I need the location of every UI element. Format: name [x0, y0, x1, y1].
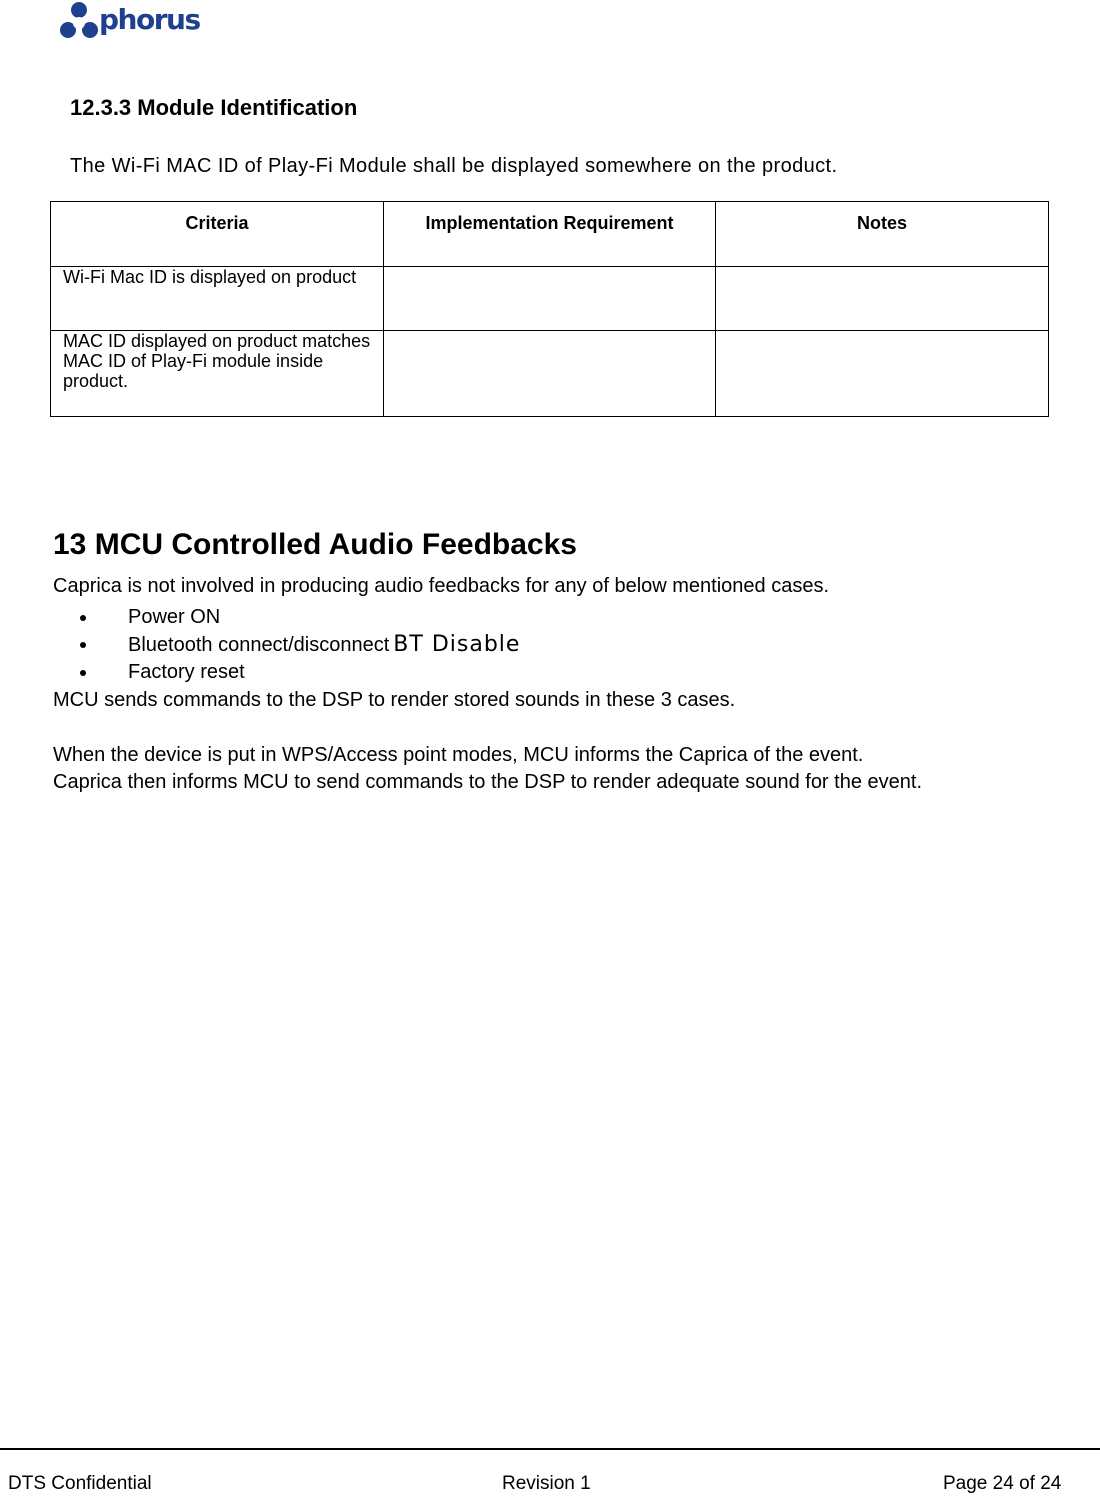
- criteria-table: [50, 201, 1049, 417]
- table-row: [51, 267, 1049, 331]
- implementation-cell: [384, 331, 716, 417]
- audio-feedback-intro: Caprica is not involved in producing audio feedbacks for any of below mentioned cases.: [53, 575, 830, 597]
- list-item: Factory reset: [80, 659, 520, 686]
- wps-note-line-2: Caprica then informs MCU to send commands to the DSP to render adequate sound for the event.: [53, 771, 922, 793]
- implementation-cell: [384, 267, 716, 331]
- logo-wordmark: phorus: [99, 3, 200, 36]
- section-heading-12-3-3: 12.3.3 Module Identification: [70, 95, 358, 120]
- column-header-criteria: Criteria: [51, 202, 384, 267]
- table-header-row: [51, 202, 1049, 267]
- column-header-notes: Notes: [716, 202, 1049, 267]
- footer-divider: [0, 1448, 1100, 1450]
- table-row: [51, 331, 1049, 417]
- list-item: Power ON: [80, 604, 520, 631]
- bullet-icon: [80, 642, 86, 648]
- section-heading-13: 13 MCU Controlled Audio Feedbacks: [53, 528, 577, 561]
- footer-revision: Revision 1: [502, 1473, 591, 1494]
- module-identification-intro: The Wi-Fi MAC ID of Play-Fi Module shall be displayed somewhere on the product.: [70, 155, 838, 177]
- bt-disable-annotation: BT Disable: [393, 632, 521, 657]
- bullet-icon: [80, 615, 86, 621]
- notes-cell: [716, 267, 1049, 331]
- footer-page-number: Page 24 of 24: [943, 1473, 1062, 1494]
- footer-confidential: DTS Confidential: [8, 1473, 152, 1494]
- wps-note-line-1: When the device is put in WPS/Access point modes, MCU informs the Caprica of the event.: [53, 744, 864, 766]
- criteria-cell: Wi-Fi Mac ID is displayed on product: [51, 267, 384, 331]
- phorus-triangle-icon: [60, 0, 98, 40]
- mcu-note: MCU sends commands to the DSP to render stored sounds in these 3 cases.: [53, 689, 736, 711]
- column-header-implementation: Implementation Requirement: [384, 202, 716, 267]
- criteria-cell: MAC ID displayed on product matches MAC ID of Play-Fi module inside product.: [51, 331, 384, 417]
- notes-cell: [716, 331, 1049, 417]
- feedback-case-list: [80, 604, 520, 686]
- list-item: Bluetooth connect/disconnect BT Disable: [80, 631, 520, 659]
- phorus-logo: [60, 0, 200, 44]
- bullet-icon: [80, 670, 86, 676]
